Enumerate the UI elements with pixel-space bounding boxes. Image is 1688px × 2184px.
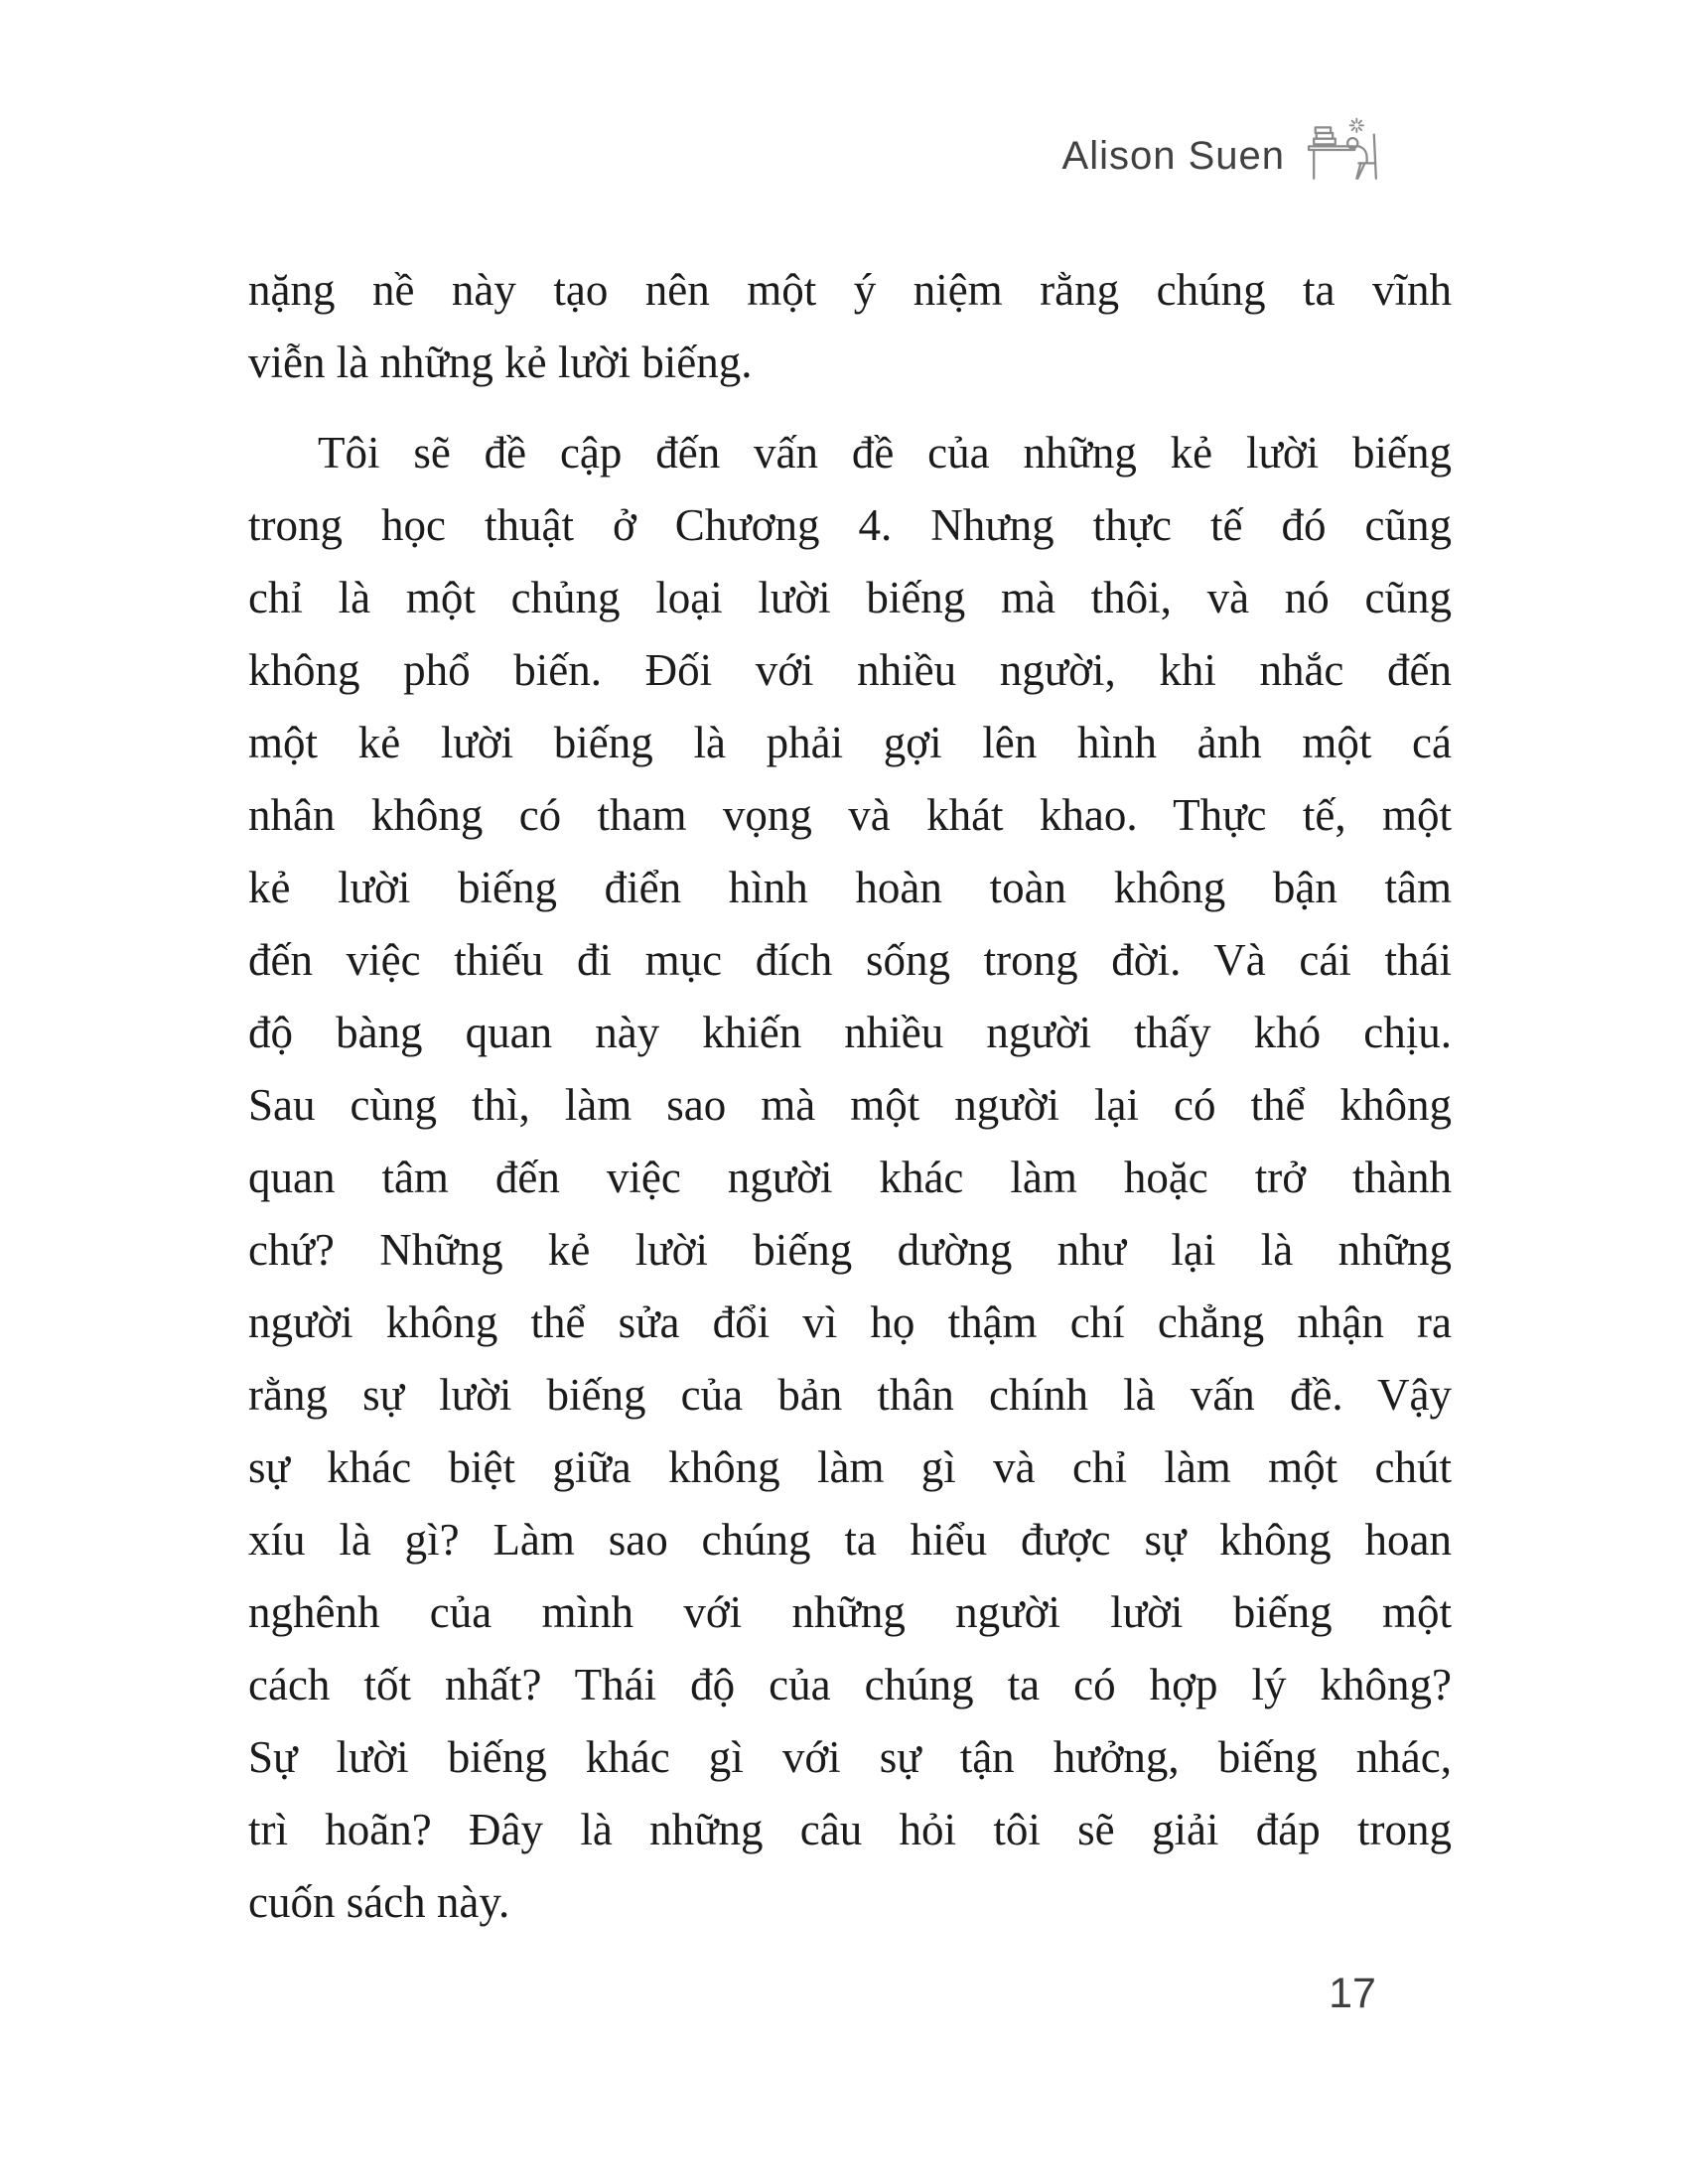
text-line: kẻ lười biếng điển hình hoàn toàn không bận tâm	[248, 863, 1452, 912]
text-line: rằng sự lười biếng của bản thân chính là vấn đề. Vậy	[248, 1370, 1452, 1420]
text-line: quan tâm đến việc người khác làm hoặc trở thành	[248, 1153, 1452, 1202]
text-line: nghênh của mình với những người lười biếng một	[248, 1587, 1452, 1637]
text-line: trì hoãn? Đây là những câu hỏi tôi sẽ giải đáp trong	[248, 1805, 1452, 1854]
page-number: 17	[1329, 1970, 1376, 2017]
text-line: Sau cùng thì, làm sao mà một người lại có thể không	[248, 1080, 1452, 1130]
sleeping-at-desk-icon	[1307, 117, 1382, 185]
text-line: viễn là những kẻ lười biếng.	[248, 338, 753, 387]
text-line: sự khác biệt giữa không làm gì và chỉ làm một chút	[248, 1442, 1452, 1492]
paragraph	[248, 417, 1452, 1939]
text-line: người không thể sửa đổi vì họ thậm chí chẳng nhận ra	[248, 1297, 1452, 1347]
page-header	[1062, 117, 1382, 185]
text-line: không phổ biến. Đối với nhiều người, khi nhắc đến	[248, 645, 1452, 695]
paragraph	[248, 254, 1452, 399]
text-line: xíu là gì? Làm sao chúng ta hiểu được sự không hoan	[248, 1515, 1452, 1565]
text-line: một kẻ lười biếng là phải gợi lên hình ảnh một cá	[248, 718, 1452, 767]
text-line: cuốn sách này.	[248, 1877, 510, 1927]
text-line: Tôi sẽ đề cập đến vấn đề của những kẻ lười biếng	[318, 428, 1452, 478]
starburst	[1350, 119, 1363, 132]
body-text	[248, 254, 1452, 1939]
text-line: chứ? Những kẻ lười biếng dường như lại là những	[248, 1225, 1452, 1275]
text-line: đến việc thiếu đi mục đích sống trong đời. Và cái thái	[248, 935, 1452, 985]
text-line: trong học thuật ở Chương 4. Nhưng thực tế đó cũng	[248, 500, 1452, 550]
text-line: nhân không có tham vọng và khát khao. Thực tế, một	[248, 790, 1452, 840]
text-line: chỉ là một chủng loại lười biếng mà thôi, và nó cũng	[248, 573, 1452, 622]
text-line: Sự lười biếng khác gì với sự tận hưởng, biếng nhác,	[248, 1732, 1452, 1782]
text-line: độ bàng quan này khiến nhiều người thấy khó chịu.	[248, 1008, 1452, 1057]
author-name: Alison Suen	[1061, 134, 1285, 178]
text-line: nặng nề này tạo nên một ý niệm rằng chúng ta vĩnh	[248, 265, 1452, 315]
text-line: cách tốt nhất? Thái độ của chúng ta có hợp lý không?	[248, 1660, 1452, 1709]
